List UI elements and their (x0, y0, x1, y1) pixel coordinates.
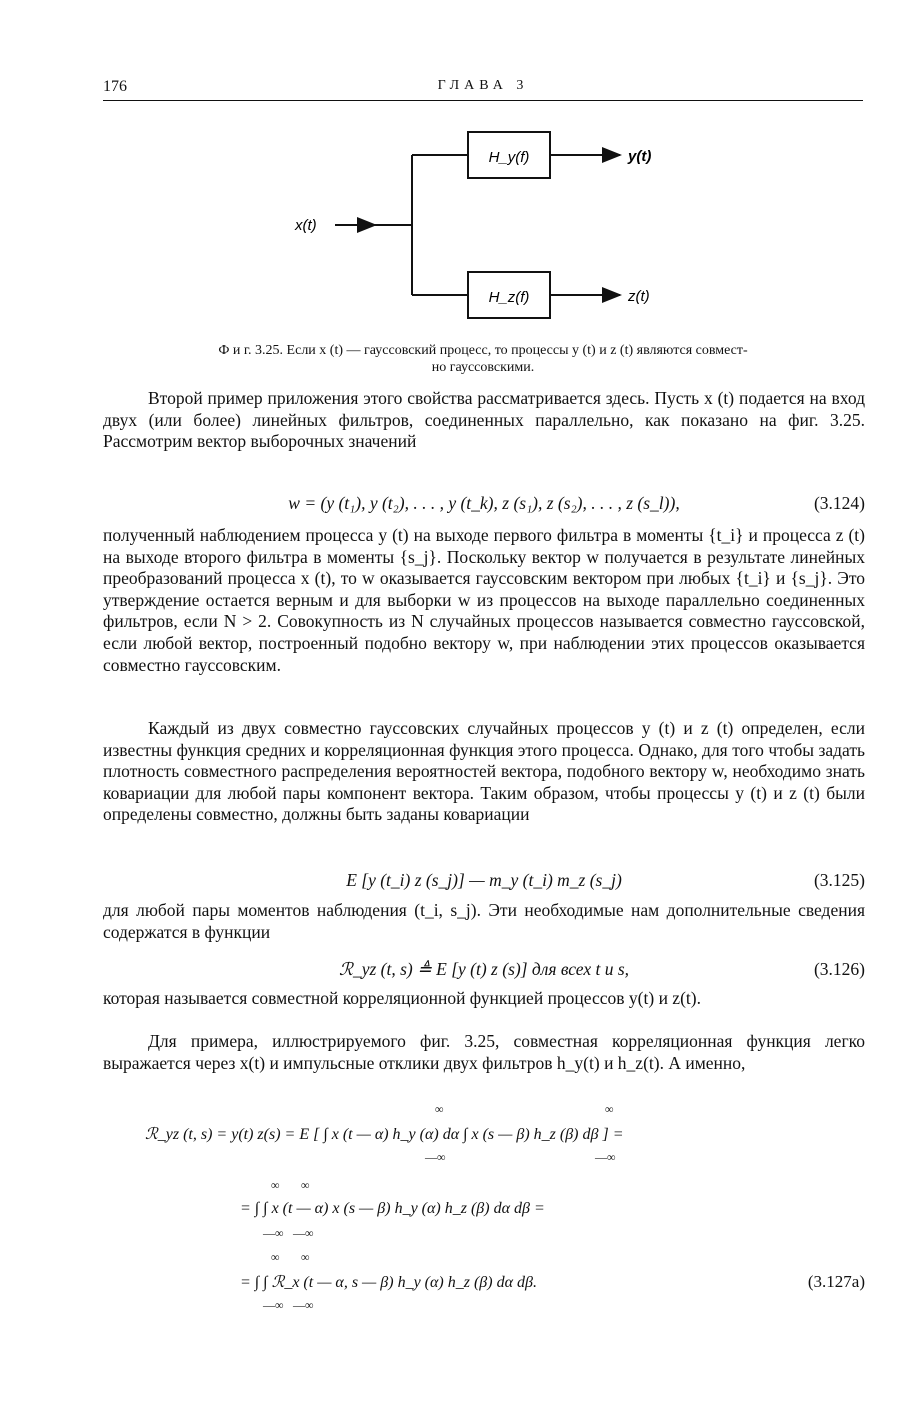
lower-limit-6: —∞ (293, 1298, 314, 1312)
equation-3-124 (103, 493, 865, 517)
output-top-label: y(t) (628, 148, 652, 165)
chapter-title: ГЛАВА 3 (437, 78, 529, 93)
lower-limit-5: —∞ (263, 1298, 284, 1312)
block-diagram (285, 120, 705, 330)
equation-line-1: ℛ_yz (t, s) = y(t) z(s) = E [ ∫ x (t — α) h_y (α) dα ∫ x (s — β) h_z (β) dβ ] = (145, 1126, 624, 1143)
upper-limit-6: ∞ (301, 1250, 310, 1264)
paragraph-3: Каждый из двух совместно гауссовских случайных процессов y (t) и z (t) определен, если известны функция средних и корреляционная функция этого процесса. Однако, для того чтобы задать плотность совместного распределения вероятностей вектора, подобного вектору w, необходимо знать ковариации для любой пары компонент вектора. Таким образом, чтобы процессы y (t) и z (t) были определены совместно, должны быть заданы ковариации (103, 718, 865, 825)
upper-limit-1: ∞ (435, 1102, 444, 1116)
page-number: 176 (103, 78, 127, 95)
equation-3-125-body: E [y (t_i) z (s_j)] — m_y (t_i) m_z (s_j) (346, 870, 622, 890)
equation-3-125 (103, 870, 865, 894)
lower-limit-3: —∞ (263, 1226, 284, 1240)
paragraph-2: полученный наблюдением процесса y (t) на выходе первого фильтра в моменты {t_i} и процесса z (t) на выходе второго фильтра в моменты {s_j}. Поскольку вектор w получается в результате линейных преобразований процесса x (t), то w оказывается гауссовским вектором при любых {t_i} и {s_j}. Это утверждение остается верным и для выборки w из процессов на выходе параллельно соединенных фильтров, если N > 2. Совокупность из N случайных процессов называется совместно гауссовской, если любой вектор, построенный подобно вектору w, при наблюдении этих процессов оказывается совместно гауссовским. (103, 525, 865, 675)
figure-caption (103, 342, 863, 376)
page-header (103, 78, 863, 101)
input-label: x(t) (295, 217, 317, 234)
equation-3-127a-line-2 (145, 1178, 865, 1240)
equation-line-3: = ∫ ∫ ℛ_x (t — α, s — β) h_y (α) h_z (β) dα dβ. (240, 1274, 537, 1291)
upper-limit-4: ∞ (301, 1178, 310, 1192)
equation-3-126 (103, 959, 865, 983)
filter-bottom-label: H_z(f) (488, 289, 530, 306)
lower-limit-1: —∞ (425, 1150, 446, 1164)
equation-line-2: = ∫ ∫ x (t — α) x (s — β) h_y (α) h_z (β) dα dβ = (240, 1200, 545, 1217)
equation-3-126-number: (3.126) (813, 959, 865, 979)
equation-3-124-number: (3.124) (813, 493, 865, 513)
equation-3-125-number: (3.125) (813, 870, 865, 890)
paragraph-5: которая называется совместной корреляционной функцией процессов y(t) и z(t). (103, 988, 701, 1008)
output-bottom-label: z(t) (628, 288, 650, 305)
upper-limit-5: ∞ (271, 1250, 280, 1264)
lower-limit-4: —∞ (293, 1226, 314, 1240)
upper-limit-3: ∞ (271, 1178, 280, 1192)
equation-3-124-body: w = (y (t₁), y (t₂), . . . , y (t_k), z (s₁), z (s₂), . . . , z (s_l)), (288, 493, 680, 513)
equation-3-126-body: ℛ_yz (t, s) ≜ E [y (t) z (s)] для всех t и s, (338, 959, 630, 979)
caption-line-1: Ф и г. 3.25. Если x (t) — гауссовский процесс, то процессы y (t) и z (t) являются совмест- (218, 343, 748, 358)
equation-3-127a-line-1 (145, 1102, 865, 1162)
paragraph-6: Для примера, иллюстрируемого фиг. 3.25, совместная корреляционная функция легко выражается через x(t) и импульсные отклики двух фильтров h_y(t) и h_z(t). А именно, (103, 1031, 865, 1073)
parallel-filters-diagram (285, 120, 705, 330)
caption-line-2: но гауссовскими. (431, 360, 535, 375)
paragraph-1: Второй пример приложения этого свойства рассматривается здесь. Пусть x (t) подается на вход двух (или более) линейных фильтров, соединенных параллельно, как показано на фиг. 3.25. Рассмотрим вектор выборочных значений (103, 388, 865, 452)
filter-top-label: H_y(f) (488, 149, 530, 166)
equation-3-127a-line-3 (145, 1250, 865, 1312)
lower-limit-2: —∞ (595, 1150, 616, 1164)
equation-3-127a-number: (3.127а) (807, 1272, 865, 1291)
upper-limit-2: ∞ (605, 1102, 614, 1116)
paragraph-4: для любой пары моментов наблюдения (t_i, s_j). Эти необходимые нам дополнительные сведения содержатся в функции (103, 900, 865, 942)
